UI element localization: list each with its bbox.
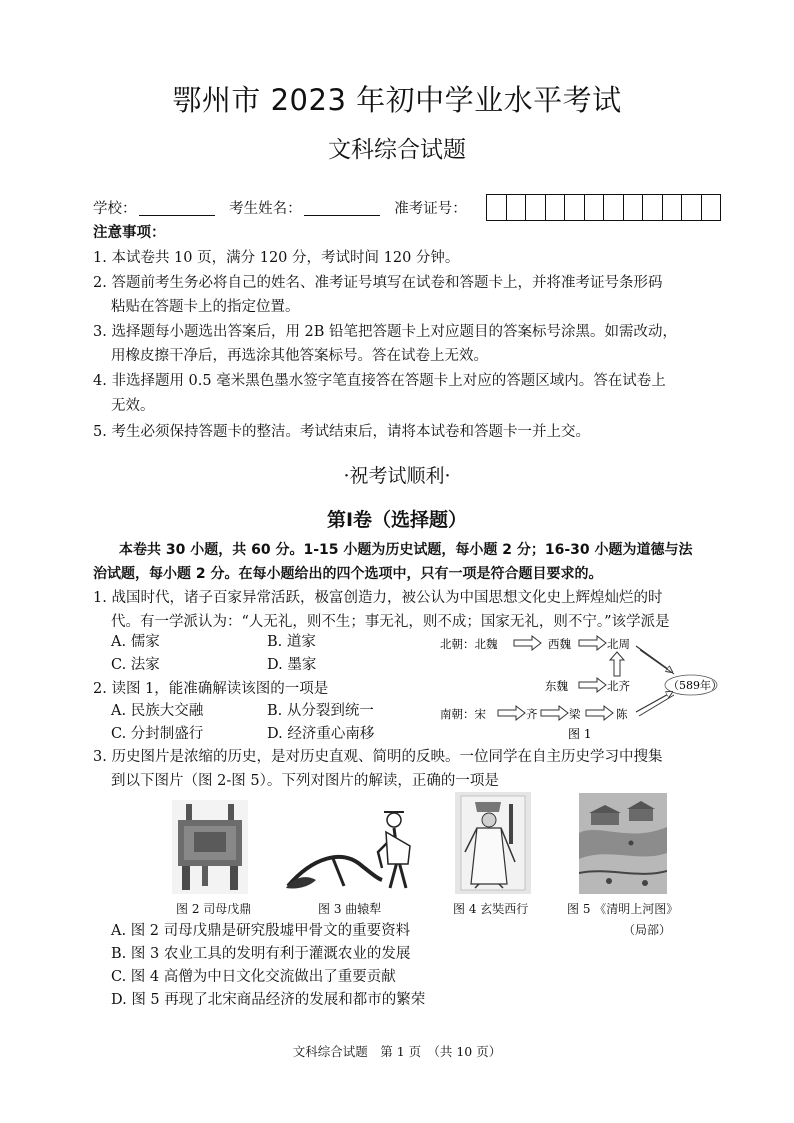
figure-5-painting-image bbox=[579, 793, 667, 894]
fig1-east-wei: 东魏 bbox=[545, 679, 568, 693]
figure-1-diagram bbox=[436, 630, 736, 742]
question-2: 2. 读图 1，能准确解读该图的一项是 bbox=[93, 681, 329, 697]
name-field[interactable] bbox=[304, 199, 380, 216]
notes-heading: 注意事项： bbox=[93, 225, 166, 241]
section-intro-cont: 治试题，每小题 2 分。在每小题给出的四个选项中，只有一项是符合题目要求的。 bbox=[93, 566, 603, 582]
figure-2-caption: 图 2 司母戊鼎 bbox=[176, 902, 252, 916]
note-item: 1. 本试卷共 10 页，满分 120 分，考试时间 120 分钟。 bbox=[93, 250, 460, 266]
q3-option-d[interactable]: D. 图 5 再现了北宋商品经济的发展和都市的繁荣 bbox=[111, 992, 426, 1008]
exam-title: 鄂州市 2023 年初中学业水平考试 bbox=[172, 83, 622, 117]
note-item: 2. 答题前考生务必将自己的姓名、准考证号填写在试卷和答题卡上，并将准考证号条形码 bbox=[93, 275, 663, 291]
question-3-cont: 到以下图片（图 2-图 5）。下列对图片的解读，正确的一项是 bbox=[111, 773, 499, 789]
name-label: 考生姓名： bbox=[229, 201, 302, 217]
question-1: 1. 战国时代，诸子百家异常活跃，极富创造力，被公认为中国思想文化史上辉煌灿烂的时 bbox=[93, 590, 663, 606]
school-field[interactable] bbox=[139, 199, 215, 216]
note-item-cont: 粘贴在答题卡上的指定位置。 bbox=[111, 299, 300, 315]
q2-option-a[interactable]: A. 民族大交融 bbox=[111, 703, 204, 719]
note-item-cont: 用橡皮擦干净后，再选涂其他答案标号。答在试卷上无效。 bbox=[111, 348, 488, 364]
good-luck-text: ·祝考试顺利· bbox=[343, 465, 451, 487]
fig1-caption: 图 1 bbox=[568, 727, 592, 741]
q3-option-b[interactable]: B. 图 3 农业工具的发明有利于灌溉农业的发展 bbox=[111, 946, 411, 962]
q3-option-a[interactable]: A. 图 2 司母戊鼎是研究殷墟甲骨文的重要资料 bbox=[111, 923, 411, 939]
note-item: 5. 考生必须保持答题卡的整洁。考试结束后，请将本试卷和答题卡一并上交。 bbox=[93, 424, 590, 440]
q2-option-b[interactable]: B. 从分裂到统一 bbox=[267, 703, 374, 719]
q1-option-a[interactable]: A. 儒家 bbox=[111, 634, 160, 650]
fig1-chen: 陈 bbox=[616, 707, 628, 721]
q2-option-c[interactable]: C. 分封制盛行 bbox=[111, 726, 204, 742]
fig1-west-wei: 西魏 bbox=[548, 637, 571, 651]
school-label: 学校： bbox=[93, 201, 137, 217]
page-footer: 文科综合试题 第 1 页 （共 10 页） bbox=[292, 1044, 502, 1059]
fig1-south-label: 南朝：宋 bbox=[440, 707, 486, 721]
question-3: 3. 历史图片是浓缩的历史，是对历史直观、简明的反映。一位同学在自主历史学习中搜集 bbox=[93, 749, 663, 765]
exam-subtitle: 文科综合试题 bbox=[328, 137, 466, 163]
figure-4-caption: 图 4 玄奘西行 bbox=[453, 902, 529, 916]
figure-5-caption-sub: （局部） bbox=[623, 923, 672, 937]
fig1-north-label: 北朝：北魏 bbox=[440, 637, 498, 651]
exam-id-boxes[interactable] bbox=[486, 194, 721, 221]
q3-option-c[interactable]: C. 图 4 高僧为中日文化交流做出了重要贡献 bbox=[111, 969, 396, 985]
id-label: 准考证号： bbox=[394, 201, 467, 217]
fig1-year: （589年） bbox=[668, 679, 722, 692]
note-item: 3. 选择题每小题选出答案后，用 2B 铅笔把答题卡上对应题目的答案标号涂黑。如需改动， bbox=[93, 324, 678, 340]
figure-3-plough-image bbox=[282, 808, 418, 894]
fig1-north-qi: 北齐 bbox=[607, 679, 630, 693]
section-intro: 本卷共 30 小题，共 60 分。1-15 小题为历史试题，每小题 2 分；16-30 小题为道德与法 bbox=[119, 542, 693, 558]
q1-option-c[interactable]: C. 法家 bbox=[111, 657, 160, 673]
fig1-north-zhou: 北周 bbox=[607, 637, 630, 651]
question-1-cont: 代。有一学派认为：“人无礼，则不生；事无礼，则不成；国家无礼，则不宁。”该学派是 bbox=[111, 614, 670, 630]
info-line bbox=[93, 197, 467, 221]
note-item-cont: 无效。 bbox=[111, 398, 155, 414]
note-item: 4. 非选择题用 0.5 毫米黑色墨水签字笔直接答在答题卡上对应的答题区域内。答在试卷上 bbox=[93, 373, 666, 389]
q2-option-d[interactable]: D. 经济重心南移 bbox=[267, 726, 375, 742]
q1-option-d[interactable]: D. 墨家 bbox=[267, 657, 317, 673]
q1-option-b[interactable]: B. 道家 bbox=[267, 634, 316, 650]
figure-3-caption: 图 3 曲辕犁 bbox=[318, 902, 382, 916]
fig1-liang: 梁 bbox=[569, 707, 581, 721]
section-title: 第Ⅰ卷（选择题） bbox=[326, 509, 468, 531]
figure-4-xuanzang-image bbox=[455, 792, 531, 894]
figure-2-ding-image bbox=[172, 800, 248, 894]
fig1-qi: 齐 bbox=[526, 707, 538, 721]
figure-5-caption: 图 5 《清明上河图》 bbox=[567, 902, 679, 916]
